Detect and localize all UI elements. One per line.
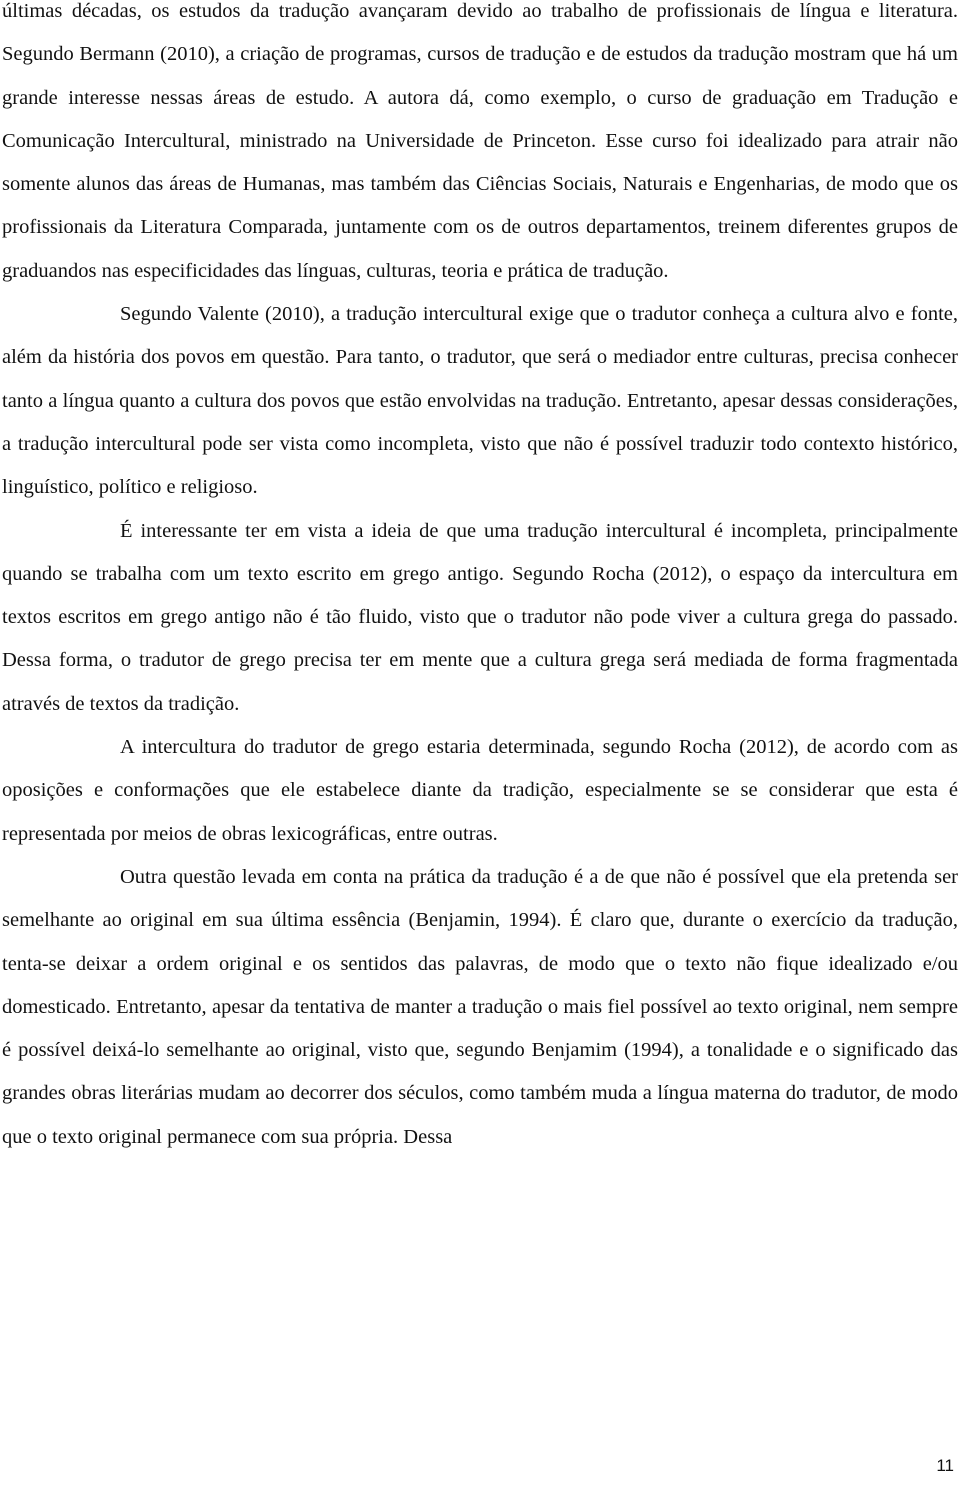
paragraph-4: A intercultura do tradutor de grego estaria determinada, segundo Rocha (2012), de acordo com as oposições e conformações que ele estabelece diante da tradição, especialmente se se considerar que esta é representada por meios de obras lexicográficas, entre outras. bbox=[2, 736, 958, 845]
paragraph-2: Segundo Valente (2010), a tradução intercultural exige que o tradutor conheça a cultura alvo e fonte, além da história dos povos em questão. Para tanto, o tradutor, que será o mediador entre culturas, precisa conhecer tanto a língua quanto a cultura dos povos que estão envolvidas na tradução. Entretanto, apesar dessas considerações, a tradução intercultural pode ser vista como incompleta, visto que não é possível traduzir todo contexto histórico, linguístico, político e religioso. bbox=[2, 303, 958, 499]
page-number: 11 bbox=[936, 1456, 954, 1475]
body-text bbox=[2, 0, 958, 1159]
paragraph-3: É interessante ter em vista a ideia de que uma tradução intercultural é incompleta, principalmente quando se trabalha com um texto escrito em grego antigo. Segundo Rocha (2012), o espaço da intercultura em textos escritos em grego antigo não é tão fluido, visto que o tradutor não pode viver a cultura grega do passado. Dessa forma, o tradutor de grego precisa ter em mente que a cultura grega será mediada de forma fragmentada através de textos da tradição. bbox=[2, 519, 958, 715]
paragraph-1: últimas décadas, os estudos da tradução avançaram devido ao trabalho de profissionais de língua e literatura. Segundo Bermann (2010), a criação de programas, cursos de tradução e de estudos da tradução mostram que há um grande interesse nessas áreas de estudo. A autora dá, como exemplo, o curso de graduação em Tradução e Comunicação Intercultural, ministrado na Universidade de Princeton. Esse curso foi idealizado para atrair não somente alunos das áreas de Humanas, mas também das Ciências Sociais, Naturais e Engenharias, de modo que os profissionais da Literatura Comparada, juntamente com os de outros departamentos, treinem diferentes grupos de graduandos nas especificidades das línguas, culturas, teoria e prática de tradução. bbox=[2, 0, 958, 282]
paragraph-5: Outra questão levada em conta na prática da tradução é a de que não é possível que ela pretenda ser semelhante ao original em sua última essência (Benjamin, 1994). É claro que, durante o exercício da tradução, tenta-se deixar a ordem original e os sentidos das palavras, de modo que o texto não fique idealizado e/ou domesticado. Entretanto, apesar da tentativa de manter a tradução o mais fiel possível ao texto original, nem sempre é possível deixá-lo semelhante ao original, visto que, segundo Benjamim (1994), a tonalidade e o significado das grandes obras literárias mudam ao decorrer dos séculos, como também muda a língua materna do tradutor, de modo que o texto original permanece com sua própria. Dessa bbox=[2, 865, 958, 1148]
